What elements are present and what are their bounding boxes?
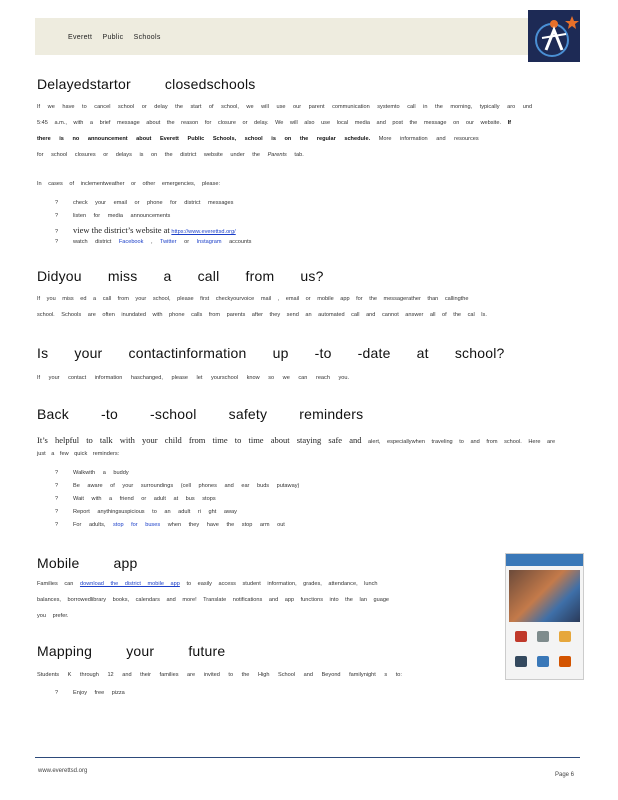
heading-contact-info: Is your contactinformation up -to -date at school?: [37, 345, 505, 361]
header-title: Everett Public Schools: [68, 34, 161, 41]
heading-safety-reminders: Back -to -school safety reminders: [37, 406, 364, 422]
list-item: ? Enjoy free pizza: [55, 690, 125, 696]
heading-mapping-future: Mapping your future: [37, 643, 226, 659]
paragraph-line: school. Schools are often inundated with phone calls from parents after they send an automated call and cannot answer all of the cal ls.: [37, 312, 487, 318]
paragraph-line: just a few quick reminders:: [37, 451, 120, 457]
paragraph-line: If your contact information haschanged, please let yourschool know so we can reach you.: [37, 375, 350, 381]
heading-delayed-start: Delayedstartor closedschools: [37, 76, 256, 92]
district-website-link[interactable]: https://www.everettsd.org/: [171, 229, 236, 235]
district-logo: [528, 10, 580, 62]
list-item: ? watch district Facebook , Twitter or Instagram accounts: [55, 239, 252, 245]
paragraph-line: If you miss ed a call from your school, please first checkyourvoice mail , email or mobile app for the messagerather than callingthe: [37, 296, 469, 302]
stop-for-buses-link[interactable]: stop for buses: [113, 522, 161, 528]
list-item: ? Walkwith a buddy: [55, 470, 129, 476]
page-number: Page 6: [555, 772, 575, 778]
app-tile-icon: [537, 631, 549, 642]
paragraph-line: It’s helpful to talk with your child from time to time about staying safe and alert, especiallywhen traveling to and from school. Here are: [37, 435, 556, 445]
app-tile-icon: [537, 656, 549, 667]
heading-missed-call: Didyou miss a call from us?: [37, 268, 324, 284]
paragraph-line: If we have to cancel school or delay the start of school, we will use our parent communication systemto call in the morning, typically aro und: [37, 104, 533, 110]
list-item: ? Be aware of your surroundings (cell phones and ear buds putaway): [55, 483, 300, 489]
twitter-link[interactable]: Twitter: [160, 239, 177, 245]
app-tile-icon: [559, 656, 571, 667]
app-hero-image: [509, 570, 580, 622]
list-item: ? Wait with a friend or adult at bus stops: [55, 496, 216, 502]
paragraph-line: you prefer.: [37, 613, 69, 619]
facebook-link[interactable]: Facebook: [118, 239, 144, 245]
list-item: ? check your email or phone for district messages: [55, 200, 234, 206]
mobile-app-screenshot: [505, 553, 584, 680]
list-item: ? For adults, stop for buses when they have the stop arm out: [55, 522, 285, 528]
app-tile-icon: [559, 631, 571, 642]
download-app-link[interactable]: download the district mobile app: [79, 581, 180, 587]
app-header-bar: [506, 554, 583, 566]
app-icon-grid: [510, 628, 580, 678]
instagram-link[interactable]: Instagram: [196, 239, 222, 245]
app-tile-icon: [515, 656, 527, 667]
list-item: ? Report anythingsuspicious to an adult ri ght away: [55, 509, 237, 515]
heading-mobile-app: Mobile app: [37, 555, 138, 571]
paragraph-line: there is no announcement about Everett Public Schools, school is on the regular schedule. More information and resources: [37, 136, 479, 142]
list-item: ? view the district’s website at https://www.everettsd.org/: [55, 225, 236, 235]
list-item: ? listen for media announcements: [55, 213, 171, 219]
footer-rule: [35, 757, 580, 758]
app-tile-icon: [515, 631, 527, 642]
paragraph-line: Students K through 12 and their families are invited to the High School and Beyond familynight s to:: [37, 672, 402, 678]
paragraph-line: 5:45 a.m., with a brief message about the reason for closure or delay. We will also use local media and post the message on our website. If: [37, 120, 512, 126]
emergency-intro: In cases of inclementweather or other emergencies, please:: [37, 181, 221, 187]
paragraph-line: for school closures or delays is on the district website under the Parents tab.: [37, 152, 304, 158]
footer-website: www.everettsd.org: [38, 768, 88, 774]
paragraph-line: Families can download the district mobile app to easily access student information, grades, attendance, lunch: [37, 581, 378, 587]
paragraph-line: balances, borrowedlibrary books, calendars and more! Translate notifications and app functions into the lan guage: [37, 597, 390, 603]
